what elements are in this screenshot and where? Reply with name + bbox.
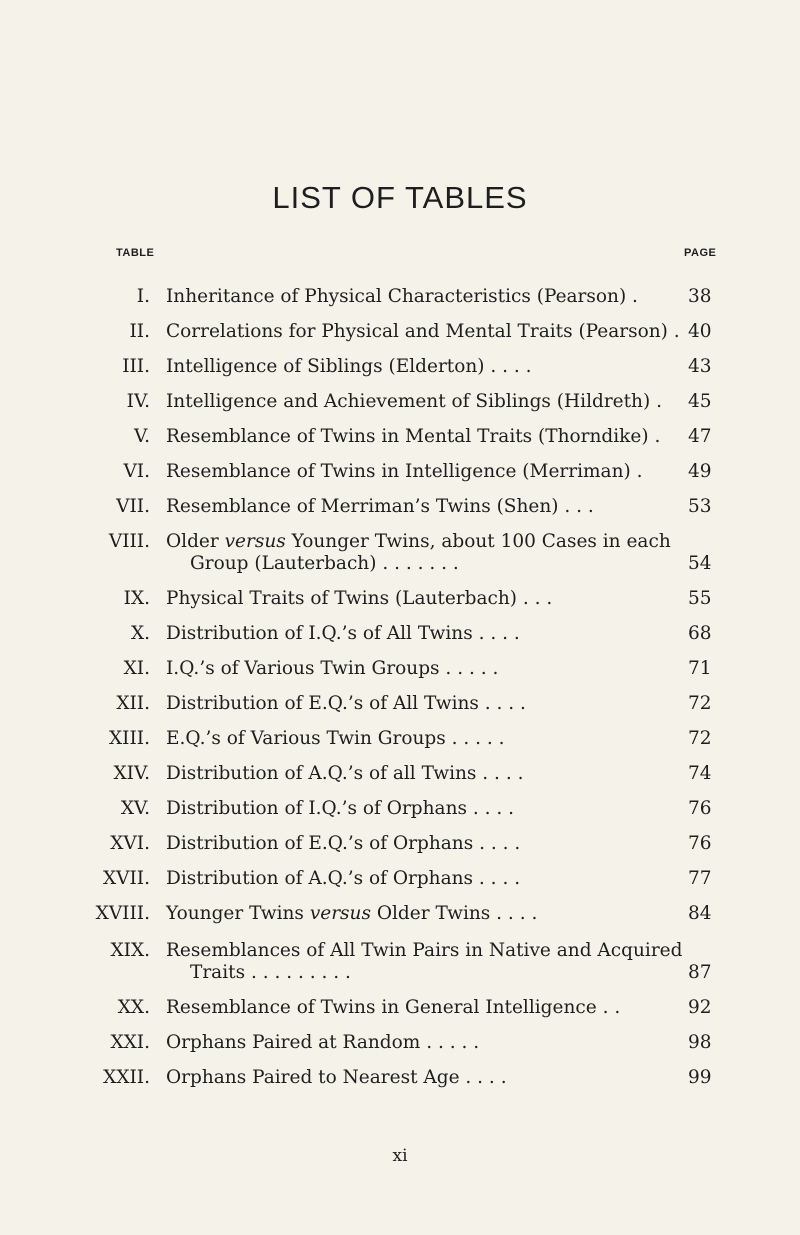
entry-title: Resemblance of Twins in General Intelligence . . bbox=[166, 997, 621, 1018]
entry-title-continuation: Group (Lauterbach) . . . . . . . bbox=[190, 553, 459, 574]
entry-page: 98 bbox=[688, 1032, 712, 1053]
entry-number: IV. bbox=[126, 391, 150, 412]
entry-title-emphasis: versus bbox=[224, 531, 286, 552]
entry-number: XVII. bbox=[102, 868, 150, 889]
entry-number: XI. bbox=[123, 658, 150, 679]
entry-number: XV. bbox=[120, 798, 150, 819]
entry-number: VI. bbox=[123, 461, 150, 482]
entry-page: 77 bbox=[688, 868, 712, 889]
entry-page: 99 bbox=[688, 1067, 712, 1088]
entry-title: Physical Traits of Twins (Lauterbach) . . . bbox=[166, 588, 553, 609]
entry-title: Distribution of E.Q.’s of Orphans . . . . bbox=[166, 833, 521, 854]
entry-page: 55 bbox=[688, 588, 712, 609]
entry-title: Inheritance of Physical Characteristics (Pearson) . bbox=[166, 286, 638, 307]
entry-page: 54 bbox=[688, 553, 712, 574]
entry-page: 72 bbox=[688, 728, 712, 749]
entry-title: Distribution of E.Q.’s of All Twins . . . . bbox=[166, 693, 526, 714]
entry-title: Orphans Paired at Random . . . . . bbox=[166, 1032, 480, 1053]
entry-page: 40 bbox=[688, 321, 712, 342]
entry-page: 47 bbox=[688, 426, 712, 447]
entry-number: XIX. bbox=[110, 940, 150, 961]
entry-title: Distribution of A.Q.’s of Orphans . . . . bbox=[166, 868, 521, 889]
entry-title bbox=[166, 531, 671, 575]
entry-number: VIII. bbox=[108, 531, 150, 552]
entry-page: 76 bbox=[688, 798, 712, 819]
entry-title: Resemblance of Twins in Intelligence (Merriman) . bbox=[166, 461, 643, 482]
entry-number: X. bbox=[130, 623, 150, 644]
entry-number: VII. bbox=[116, 496, 150, 517]
entry-title: Intelligence of Siblings (Elderton) . . . . bbox=[166, 356, 532, 377]
entry-title-part: Younger Twins bbox=[166, 903, 310, 924]
entry-title-continuation: Traits . . . . . . . . . bbox=[190, 962, 351, 983]
entry-title bbox=[166, 903, 656, 925]
entry-page: 84 bbox=[688, 903, 712, 924]
entry-title: Intelligence and Achievement of Siblings (Hildreth) . bbox=[166, 391, 662, 412]
entry-number: XXI. bbox=[110, 1032, 150, 1053]
entry-page: 92 bbox=[688, 997, 712, 1018]
entry-number: I. bbox=[136, 286, 150, 307]
entry-number: XX. bbox=[117, 997, 150, 1018]
entry-title: I.Q.’s of Various Twin Groups . . . . . bbox=[166, 658, 499, 679]
entry-title: Distribution of I.Q.’s of All Twins . . . . bbox=[166, 623, 520, 644]
entry-page: 71 bbox=[688, 658, 712, 679]
page-title: LIST OF TABLES bbox=[272, 180, 528, 215]
entry-title: Resemblance of Twins in Mental Traits (Thorndike) . bbox=[166, 426, 661, 447]
entry-number: XVI. bbox=[110, 833, 150, 854]
entry-title-part: Younger Twins, about 100 Cases in each bbox=[285, 531, 671, 552]
entry-page: 76 bbox=[688, 833, 712, 854]
entry-number: XXII. bbox=[103, 1067, 150, 1088]
entry-title: Correlations for Physical and Mental Traits (Pearson) . bbox=[166, 321, 680, 342]
entry-number: V. bbox=[133, 426, 150, 447]
entry-page: 49 bbox=[688, 461, 712, 482]
entry-number: III. bbox=[122, 356, 150, 377]
entry-page: 68 bbox=[688, 623, 712, 644]
entry-number: IX. bbox=[123, 588, 150, 609]
entry-page: 53 bbox=[688, 496, 712, 517]
entry-title: Distribution of I.Q.’s of Orphans . . . . bbox=[166, 798, 515, 819]
entry-number: XVIII. bbox=[95, 903, 150, 924]
entry-number: XII. bbox=[116, 693, 150, 714]
entry-page: 43 bbox=[688, 356, 712, 377]
entry-page: 45 bbox=[688, 391, 712, 412]
entry-title-part: Older Twins . . . . bbox=[370, 903, 538, 924]
entry-title bbox=[166, 940, 683, 984]
entry-title: Orphans Paired to Nearest Age . . . . bbox=[166, 1067, 507, 1088]
entry-title-part: Older bbox=[166, 531, 225, 552]
entry-page: 74 bbox=[688, 763, 712, 784]
entry-number: II. bbox=[129, 321, 150, 342]
entry-title: Resemblance of Merriman’s Twins (Shen) . . . bbox=[166, 496, 594, 517]
page-column-label: PAGE bbox=[684, 247, 717, 259]
entry-number: XIII. bbox=[109, 728, 150, 749]
entry-page: 87 bbox=[688, 962, 712, 983]
page-number: xi bbox=[392, 1146, 408, 1166]
entry-title-part: Resemblances of All Twin Pairs in Native and Acquired bbox=[166, 940, 683, 961]
entry-page: 72 bbox=[688, 693, 712, 714]
entry-title: Distribution of A.Q.’s of all Twins . . . . bbox=[166, 763, 524, 784]
entry-title-emphasis: versus bbox=[309, 903, 371, 924]
entry-page: 38 bbox=[688, 286, 712, 307]
entry-number: XIV. bbox=[113, 763, 150, 784]
table-column-label: TABLE bbox=[116, 247, 155, 259]
entry-title: E.Q.’s of Various Twin Groups . . . . . bbox=[166, 728, 505, 749]
